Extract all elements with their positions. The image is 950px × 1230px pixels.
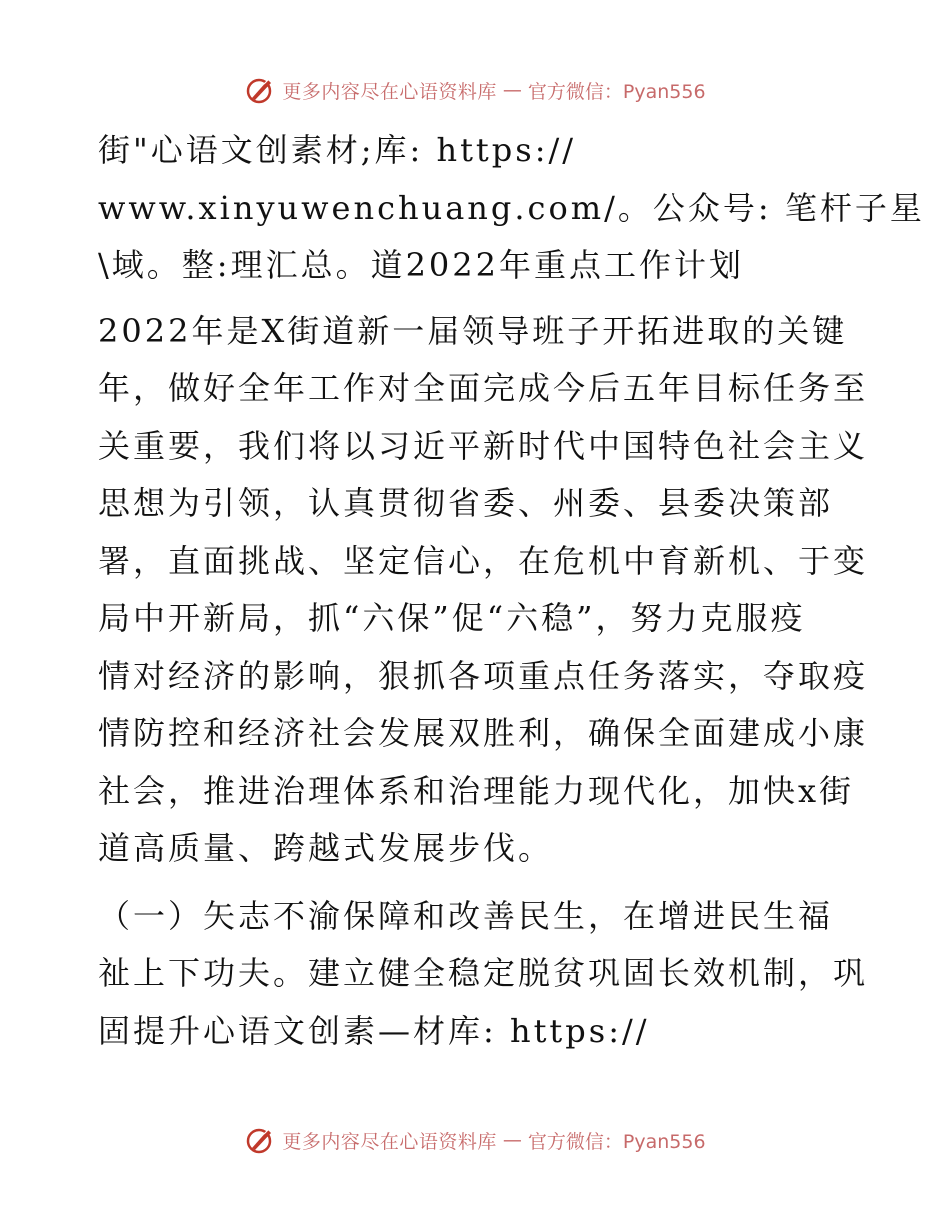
watermark-contact: 官方微信：Pyan556: [527, 1130, 706, 1153]
text-line: 祉上下功夫。建立健全稳定脱贫巩固长效机制，巩: [98, 954, 869, 992]
quill-logo-icon: [244, 1124, 276, 1156]
header-watermark: [0, 70, 950, 110]
text-line: 关重要，我们将以习近平新时代中国特色社会主义: [98, 426, 869, 465]
text-line: 署，直面挑战、坚定信心，在危机中育新机、于变: [98, 541, 869, 580]
footer-watermark: [0, 1120, 950, 1160]
text-line: 情防控和经济社会发展双胜利，确保全面建成小康: [98, 714, 869, 752]
intro-paragraph: [98, 122, 925, 295]
document-body: [98, 122, 925, 1060]
watermark-separator: —: [502, 79, 522, 101]
section-one-paragraph: [98, 888, 869, 1061]
text-line: 2022年是X街道新一届领导班子开拓进取的关键: [98, 311, 848, 350]
text-line: 思想为引领，认真贯彻省委、州委、县委决策部: [98, 484, 834, 522]
text-line: 年，做好全年工作对全面完成今后五年目标任务至: [98, 369, 869, 407]
text-line: 社会，推进治理体系和治理能力现代化，加快x街: [98, 771, 855, 810]
watermark-separator: —: [502, 1129, 522, 1151]
text-line: 街"心语文创素材;库: https://: [98, 131, 577, 169]
text-line: 局中开新局，抓“六保”促“六稳”，努力克服疫: [98, 599, 806, 637]
text-line: 道高质量、跨越式发展步伐。: [98, 829, 554, 867]
text-line: \域。整:理汇总。道2022年重点工作计划: [98, 246, 745, 284]
watermark-text: 更多内容尽在心语资料库: [282, 1130, 497, 1153]
text-line: www.xinyuwenchuang.com/。公众号: 笔杆子星: [98, 188, 925, 227]
text-line: 情对经济的影响，狠抓各项重点任务落实，夺取疫: [98, 656, 869, 695]
text-line: 固提升心语文创素—材库: https://: [98, 1011, 650, 1050]
body-paragraph: [98, 303, 869, 878]
watermark-text: 更多内容尽在心语资料库: [282, 80, 497, 103]
watermark-contact: 官方微信：Pyan556: [527, 80, 706, 103]
text-line: （一）矢志不渝保障和改善民生，在增进民生福: [98, 896, 834, 935]
quill-logo-icon: [244, 74, 276, 106]
